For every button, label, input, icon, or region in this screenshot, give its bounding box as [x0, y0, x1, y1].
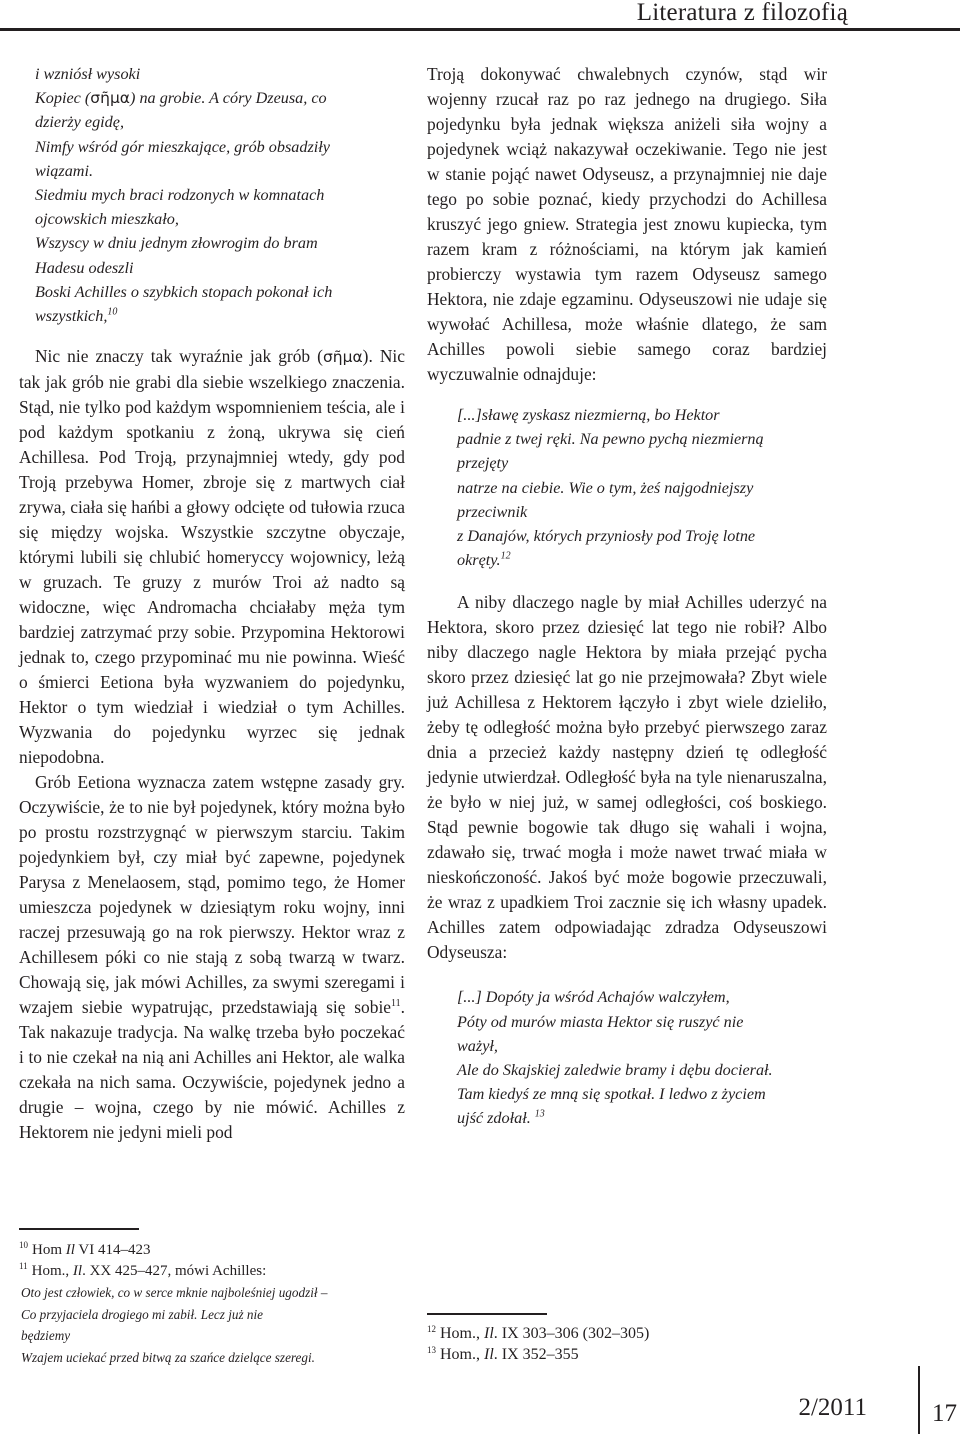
left-footnotes [19, 1240, 419, 1368]
greek-word: σῆμα [322, 348, 363, 367]
footnote-11: $^{11}$ Hom., Il. XX 425–427, mówi Achilles: [19, 1261, 267, 1279]
page-number: 17 [932, 1400, 957, 1427]
issue-number: 2/2011 [798, 1394, 867, 1421]
footnote-ref: 10 [107, 306, 118, 318]
paragraph: Grób Eetiona wyznacza zatem wstępne zasady gry. Oczywiście, że to nie był pojedynek, który można było po prostu rozstrzygnąć w pierwszym starciu. Takim pojedynkiem był, czy miał być zapewne, pojedynek Parysa z Menelaosem, stąd, pomimo tego, że Homer umieszcza pojedynek w dziesiątym roku wojny, inni raczej przesuwają go na rok pierwszy. Hektor wraz z Achillesem póki co nie stają z sobą twarzą w twarz. Chowają się, jak mówi Achilles, za swymi szeregami i wzajem siebie wypatrując, przedstawiają się sobie$^{11}$. Tak nakazuje tradycja. Na walkę trzeba było poczekać i to nie czekał na nią ani Achilles ani Hektor, ale walka czekała na nich sama. Oczywiście, pojedynek jedno a drugie – wojna, czego by nie mówić. Achilles z Hektorem nie jedyni mieli pod [19, 772, 405, 1143]
verse-line: wiązami. [35, 161, 94, 180]
footnote-13: $^{13}$ Hom., Il. IX 352–355 [427, 1344, 579, 1363]
footnote-quote: Oto jest człowiek, co w serce mknie najboleśniej ugodził – Co przyjaciela drogiego mi zabił. Lecz już nie będziemy Wzajem uciekać przed bitwą za szańce dzielące szeregi. [21, 1285, 328, 1365]
folio-rule [918, 1366, 920, 1434]
footnote-12: $^{12}$ Hom., Il. IX 303–306 (302–305) [427, 1323, 650, 1342]
footnote-ref: 13 [534, 1109, 545, 1121]
right-column [427, 62, 827, 1131]
paragraph: Nic nie znaczy tak wyraźnie jak grób (σῆμα). Nic tak jak grób nie grabi dla siebie wszelkiego znaczenia. Stąd, nie tylko pod każdym wspomnieniem teścia, ale i pod każdym spotkaniu z żoną, ukrywa się cień Achillesa. Pod Troją, przynajmniej wtedy, gdy pod Troją przebywa Homer, zbroje się z martwych ciał zrywa, ciała się hańbi a głowy odcięte od tułowia rzuca się między wojska. Wszystkie szczytne obyczaje, którymi lubili się chlubić homeryccy wojownicy, leżą w gruzach. Te gruzy z murów Troi aż nadto są widoczne, więc Andromacha chciałaby męża tym bardziej zatrzymać przy sobie. Przypomina Hektorowi jednak to, czego przypominać mu nie powinna. Wieść o śmierci Eetiona była wyzwaniem do pojedynku, Hektor o tym wiedział i wiedział o tym Achilles. Wyzwania do pojedynku wyrzec się jednak niepodobna. [19, 346, 405, 768]
left-prose [19, 344, 405, 1145]
footnote-10: $^{10}$ Hom Il VI 414–423 [19, 1240, 151, 1258]
right-footnotes [427, 1323, 807, 1365]
verse-line: Hadesu odeszli [35, 258, 134, 277]
paragraph: A niby dlaczego nagle by miał Achilles uderzyć na Hektora, skoro przez dziesięć lat tego nie robił? Albo niby dlaczego nagle Hektora by miała przejąć pycha skoro przez dziesięć lat go nie przejmowała? Zbyt wiele już Achillesa z Hektorem łączyło i zbyt wiele dzieliło, żeby tę odległość można było przebyć pierwszego zaraz dnia a przecież każdy następny dzień tę odległość jedynie utwierdzał. Odległość była na tyle nienaruszalna, że było w niej już, w samej odległości, coś boskiego. Stąd pewnie bogowie tak długo się wahali i wojna, zdawało się, trwać mogła i może nawet trwać miała w nieskończoność. Jakoś być może bogowie przeczuwali, że wraz z upadkiem Troi zacznie się ich własny upadek. Achilles zatem odpowiadając zdradza Odyseuszowi Odyseusza: [427, 592, 827, 963]
paragraph: Troją dokonywać chwalebnych czynów, stąd wir wojenny rzucał raz po raz jednego na drugiego. Siła pojedynku była jednak większa aniżeli siła wojny a pojedynek wciąż nakazywał oczekiwanie. Tego nie jest w stanie pojąć nawet Odyseusz, a przynajmniej nie daje tego po sobie poznać, kiedy przychodzi do Achillesa kruszyć jego gniew. Strategia jest znowu kupiecka, tym razem kram z różnościami, na którym jak kamień probierczy wystawia tym razem Odyseusz samego Hektora, nie zdaje egzaminu. Odyseuszowi nie udaje się wywołać Achillesa, może właśnie dlatego, że sam Achilles powoli siebie samego coraz bardziej wyczuwalnie odnajduje: [427, 64, 827, 384]
right-verse-quote-1: [...]sławę zyskasz niezmierną, bo Hektor padnie z twej ręki. Na pewno pychą niezmierną przejęty natrze na ciebie. Wie o tym, żeś najgodniejszy przeciwnik z Danajów, których przyniosły pod Troję lotne okręty.$^{12}$ [457, 406, 764, 570]
verse-line: i wzniósł wysoki [35, 65, 141, 83]
left-verse-quote [19, 62, 405, 328]
verse-line: Nimfy wśród gór mieszkające, grób obsadziły [35, 137, 330, 156]
verse-line: Siedmiu mych braci rodzonych w komnatach [35, 186, 325, 205]
verse-line: wszystkich,$^{10}$ [35, 306, 118, 326]
greek-word: σῆμα [90, 89, 131, 108]
footnote-ref: 11 [391, 998, 401, 1010]
right-prose-2 [427, 590, 827, 965]
verse-line: Wszyscy w dniu jednym złowrogim do bram [35, 234, 318, 253]
right-prose-1 [427, 62, 827, 387]
verse-line: dzierży egidę, [35, 113, 125, 132]
header-rule [0, 28, 960, 31]
footnote-rule [427, 1313, 547, 1315]
footnote-rule [19, 1228, 139, 1230]
right-verse-quote-2: [...] Dopóty ja wśród Achajów walczyłem, Póty od murów miasta Hektor się ruszyć nie ważył, Ale do Skajskiej zaledwie bramy i dębu docierał. Tam kiedyś ze mną się spotkał. I ledwo z życiem ujść zdołał. $^{13}$ [457, 988, 773, 1128]
verse-line: Boski Achilles o szybkich stopach pokonał ich [35, 282, 333, 301]
running-header: Literatura z filozofią [636, 0, 848, 26]
footnote-ref: 12 [500, 550, 511, 562]
left-column [19, 62, 405, 1145]
verse-line: ojcowskich mieszkało, [35, 210, 179, 229]
verse-line: Kopiec (σῆμα) na grobie. A córy Dzeusa, co [35, 89, 327, 108]
